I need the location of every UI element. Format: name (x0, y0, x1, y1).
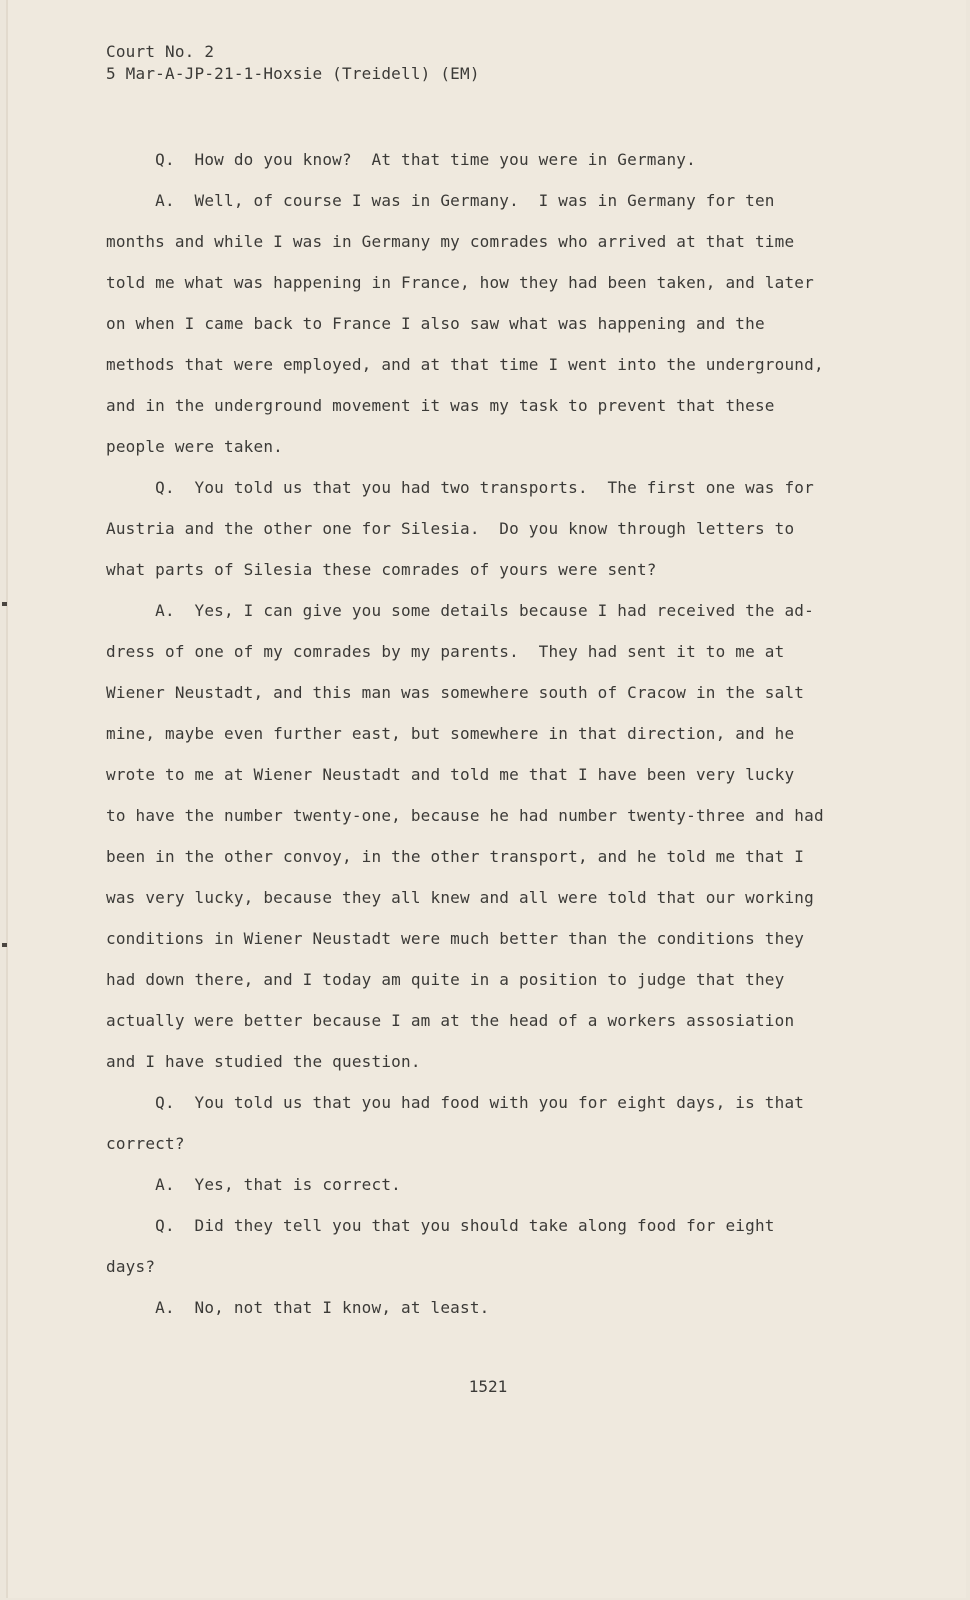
transcript-line: A. Well, of course I was in Germany. I was in Germany for ten (106, 191, 775, 210)
transcript-line: Q. Did they tell you that you should take along food for eight (106, 1216, 775, 1235)
transcript-line: what parts of Silesia these comrades of yours were sent? (106, 560, 657, 579)
document-page (6, 0, 966, 1598)
transcript-line: had down there, and I today am quite in a position to judge that they (106, 970, 785, 989)
punch-mark (2, 602, 7, 606)
page-number: 1521 (468, 1377, 508, 1396)
transcript-line: and in the underground movement it was my task to prevent that these (106, 396, 775, 415)
transcript-line: days? (106, 1257, 156, 1276)
transcript-line: on when I came back to France I also saw what was happening and the (106, 314, 765, 333)
transcript-line: people were taken. (106, 437, 283, 456)
transcript-line: and I have studied the question. (106, 1052, 421, 1071)
transcript-line: A. Yes, I can give you some details because I had received the ad- (106, 601, 814, 620)
document-reference: 5 Mar-A-JP-21-1-Hoxsie (Treidell) (EM) (106, 64, 480, 83)
transcript-line: months and while I was in Germany my comrades who arrived at that time (106, 232, 795, 251)
transcript-line: A. Yes, that is correct. (106, 1175, 401, 1194)
transcript-line: been in the other convoy, in the other transport, and he told me that I (106, 847, 805, 866)
transcript-line: wrote to me at Wiener Neustadt and told me that I have been very lucky (106, 765, 795, 784)
transcript-line: methods that were employed, and at that time I went into the underground, (106, 355, 824, 374)
punch-mark (2, 943, 7, 947)
transcript-line: A. No, not that I know, at least. (106, 1298, 490, 1317)
court-number: Court No. 2 (106, 42, 215, 61)
transcript-line: actually were better because I am at the head of a workers assosiation (106, 1011, 795, 1030)
transcript-line: was very lucky, because they all knew and all were told that our working (106, 888, 814, 907)
transcript-line: correct? (106, 1134, 185, 1153)
transcript-line: Wiener Neustadt, and this man was somewhere south of Cracow in the salt (106, 683, 805, 702)
transcript-line: Q. How do you know? At that time you were in Germany. (106, 150, 696, 169)
transcript-line: dress of one of my comrades by my parents. They had sent it to me at (106, 642, 785, 661)
transcript-line: Q. You told us that you had food with you for eight days, is that (106, 1093, 805, 1112)
transcript-line: to have the number twenty-one, because he had number twenty-three and had (106, 806, 824, 825)
transcript-line: mine, maybe even further east, but somewhere in that direction, and he (106, 724, 795, 743)
transcript-line: Q. You told us that you had two transports. The first one was for (106, 478, 814, 497)
transcript-line: told me what was happening in France, how they had been taken, and later (106, 273, 814, 292)
transcript-line: conditions in Wiener Neustadt were much better than the conditions they (106, 929, 805, 948)
transcript-line: Austria and the other one for Silesia. Do you know through letters to (106, 519, 795, 538)
